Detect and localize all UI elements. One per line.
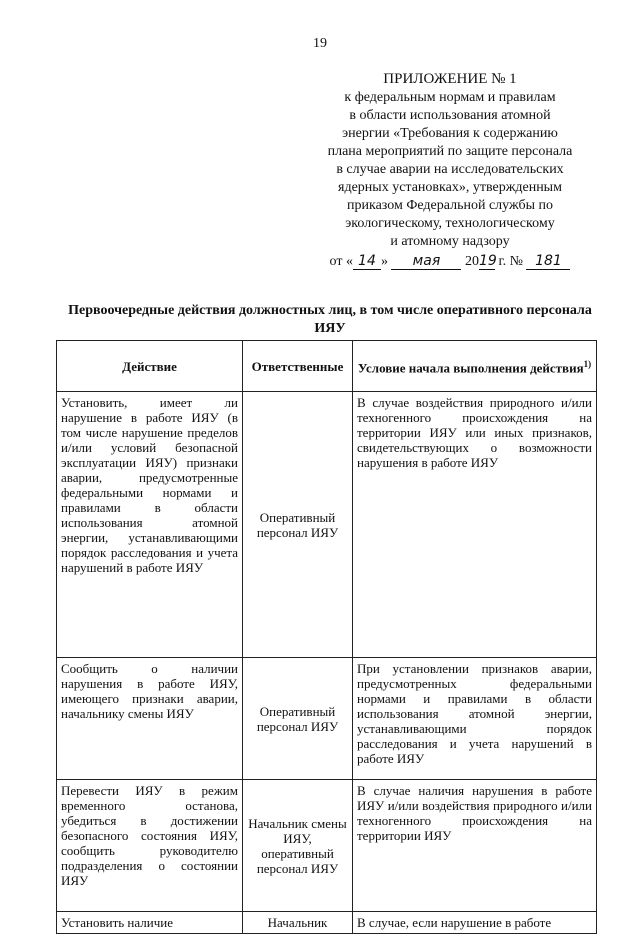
cell-action: Перевести ИЯУ в режим временного останова, убедиться в достижении безопасного состояния ИЯУ, сообщить руководителю подразделения о состоянии ИЯУ bbox=[57, 780, 243, 912]
cell-action: Сообщить о наличии нарушения в работе ИЯУ, имеющего признаки аварии, начальнику смены ИЯУ bbox=[57, 658, 243, 780]
header-responsible: Ответственные bbox=[243, 341, 353, 392]
cell-responsible: Начальник bbox=[243, 912, 353, 934]
header-condition-text: Условие начала выполнения действия bbox=[357, 360, 584, 376]
cell-condition: В случае наличия нарушения в работе ИЯУ и/или воздействия природного и/или техногенного происхождения на территории ИЯУ bbox=[353, 780, 597, 912]
order-mid: » bbox=[380, 254, 388, 269]
document-heading: Первоочередные действия должностных лиц, в том числе оперативного персонала ИЯУ bbox=[68, 303, 592, 336]
cell-condition: При установлении признаков аварии, предусмотренных федеральными нормами и правилами в области использования атомной энергии, устанавливающими порядок расследования и учета нарушений в работе ИЯУ bbox=[353, 658, 597, 780]
cell-action: Установить, имеет ли нарушение в работе ИЯУ (в том числе нарушение пределов и/или условий безопасной эксплуатации ИЯУ) признаки аварии, предусмотренные федеральными нормами и правилами в области использования атомной энергии, устанавливающими порядок расследования и учета нарушений в работе ИЯУ bbox=[57, 392, 243, 658]
appendix-line: и атомному надзору bbox=[390, 234, 510, 249]
order-number-handwritten: 181 bbox=[526, 254, 570, 270]
order-day-handwritten: 14 bbox=[353, 254, 381, 270]
appendix-line: в случае аварии на исследовательских bbox=[336, 162, 564, 177]
appendix-title: ПРИЛОЖЕНИЕ № 1 bbox=[383, 71, 517, 87]
appendix-line: экологическому, технологическому bbox=[345, 216, 555, 231]
cell-action: Установить наличие bbox=[57, 912, 243, 934]
page-number: 19 bbox=[313, 36, 327, 51]
appendix-line: к федеральным нормам и правилам bbox=[344, 90, 556, 105]
header-condition-footnote: 1) bbox=[583, 358, 592, 369]
table-row bbox=[57, 780, 597, 912]
header-condition bbox=[353, 341, 597, 392]
appendix-line: энергии «Требования к содержанию bbox=[342, 126, 558, 141]
table-row bbox=[57, 658, 597, 780]
order-date-line bbox=[300, 253, 600, 271]
table-header-row bbox=[57, 341, 597, 392]
cell-condition: В случае, если нарушение в работе bbox=[353, 912, 597, 934]
cell-condition: В случае воздействия природного и/или техногенного происхождения на территории ИЯУ или иных признаков, свидетельствующих о возможности нарушения в работе ИЯУ bbox=[353, 392, 597, 658]
cell-responsible: Оперативный персонал ИЯУ bbox=[243, 392, 353, 658]
order-number-prefix: г. № bbox=[498, 254, 523, 269]
appendix-line: ядерных установках», утвержденным bbox=[338, 180, 562, 195]
cell-responsible: Начальник смены ИЯУ, оперативный персонал ИЯУ bbox=[243, 780, 353, 912]
cell-responsible: Оперативный персонал ИЯУ bbox=[243, 658, 353, 780]
table-row bbox=[57, 912, 597, 934]
order-year-handwritten: 19 bbox=[478, 253, 497, 269]
order-prefix: от « bbox=[329, 254, 353, 269]
header-action: Действие bbox=[57, 341, 243, 392]
order-month-handwritten: мая bbox=[391, 254, 461, 270]
appendix-line: в области использования атомной bbox=[349, 108, 551, 123]
appendix-block bbox=[300, 70, 600, 271]
appendix-line: приказом Федеральной службы по bbox=[347, 198, 553, 213]
appendix-line: плана мероприятий по защите персонала bbox=[327, 144, 573, 159]
actions-table bbox=[56, 340, 597, 934]
table-row bbox=[57, 392, 597, 658]
order-year-prefix: 20 bbox=[464, 254, 479, 269]
